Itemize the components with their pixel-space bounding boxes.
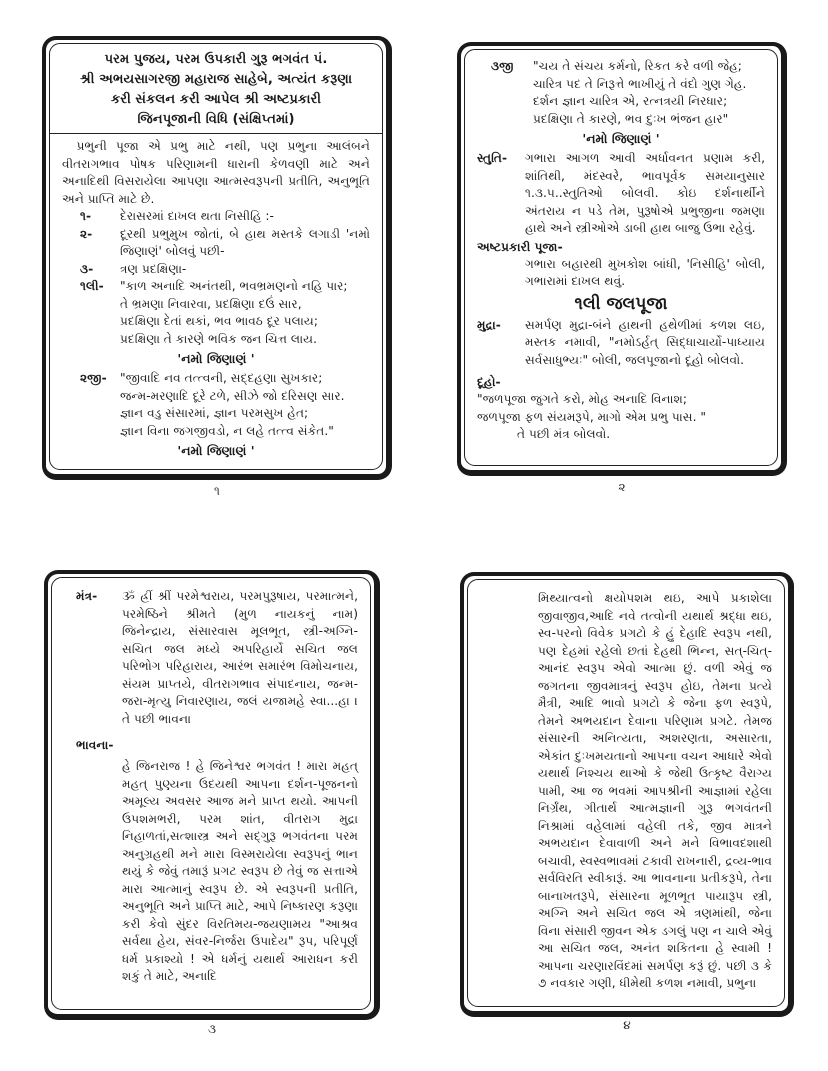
step-row [62, 226, 370, 261]
verse-line: "જીવાદિ નવ તત્ત્વની, સદ્દહણા સુખકાર; [120, 371, 323, 385]
mantra-block [64, 588, 358, 728]
verse-line: ચારિત્ર પદ તે નિરૂત્તે ભાખીયું તે વંદો ગુણ ગેહ. [533, 76, 747, 91]
verse-block [477, 58, 765, 128]
title-line: કરી સંકલન કરી આપેલ શ્રી અષ્ટપ્રકારી [110, 92, 322, 107]
mudra-label: મુદ્રા- [477, 317, 501, 332]
duho-line: જળપૂજા ફળ સંયમરૂપે, માગો એમ પ્રભુ પાસ. " [477, 409, 706, 424]
duho-after: તે પછી મંત્ર બોલવો. [517, 427, 611, 441]
verse-line: "કાળ અનાદિ અનંતથી, ભવભ્રમણનો નહિ પાર; [120, 279, 348, 293]
verse-label: ૩જી [491, 59, 514, 73]
verse-line: "ચય તે સંચય કર્મનો, રિકત કરે વળી જેહ; [533, 59, 742, 73]
page-content [464, 49, 778, 466]
verse-line: પ્રદક્ષિણા તે કારણે ભવિક જન ચિત્ત લાય. [120, 331, 317, 346]
bhavana-text: હે જિનરાજ ! હે જિનેશ્વર ભગવંત ! મારા મહત્ મહત્ પુણ્યના ઉદયથી આપના દર્શન-પૂજનનો અમૂલ્ય અવસર આજ મને પ્રાપ્ત થયો. આપની ઉપશમભરી, પરમ શાંત, વીતરાગ મુદ્રા નિહાળતાં,સત્શાસ્ત્ર અને સદ્ગુરૂ ભગવંતના પરમ અનુગ્રહથી મને મારા વિસ્મરાયેલા સ્વરૂપનું ભાન થયું કે જેવું તમારૂં પ્રગટ સ્વરૂપ છે તેવું જ સત્તાએ મારા આત્માનું સ્વરૂપ છે. એ સ્વરૂપની પ્રતીતિ, અનુભૂતિ અને પ્રાપ્તિ માટે, આપે નિષ્કારણ કરૂણા કરી કેવો સુંદર વિરતિમય-જયણામય "આશ્રવ સર્વથા હેય, સંવર-નિર્જરા ઉપાદેય" રૂપ, પરિપૂર્ણ ધર્મ પ્રકાશ્યો ! એ ધર્મનું યથાર્થ આરાધન કરી શકું તે માટે, અનાદિ [122, 759, 358, 983]
step-row [62, 261, 370, 279]
mantra-text: ૐ હ્રીં શ્રીં પરમેશ્વરાય, પરમપુરૂષાય, પરમાત્મને, પરમેષ્ઠિને શ્રીમતે (મુળ નાયકનું નામ) જિનેન્દ્રાય, સંસારવાસ મૂલભૂત, સ્ત્રી-અગ્નિ-સચિત જલ મધ્યે અપરિહાર્યે સચિત જલ પરિભોગ પરિહારાય, આરંભ સમારંભ વિમોચનાય, સંયમ પ્રાપ્તયે, વીતરાગભાવ સંપાદનાય, જન્મ-જરા-મૃત્યુ નિવારણાય, જલં યજામહે સ્વા...હા । તે પછી ભાવના [122, 589, 358, 726]
verse-block [62, 370, 370, 440]
booklet-page-1 [42, 36, 392, 480]
page-number: ૨ [618, 480, 626, 494]
booklet-page-2 [457, 42, 787, 476]
duho-line: "જળપૂજા જુગતે કરો, મોહ અનાદિ વિનાશ; [477, 392, 688, 406]
stuti-block [477, 150, 765, 238]
step-text: દેરાસરમાં દાખલ થતા નિસીહિ :- [120, 209, 274, 223]
mudra-text: સમર્પણ મુદ્રા-બંને હાથની હથેળીમાં કળશ લઇ, મસ્તક નમાવી, "નમોઽર્હત્ સિદ્ધાચાર્યો-પાધ્યાય સર્વસાધુભ્યઃ" બોલી, જલપૂજાનો દૂહો બોલવો. [525, 317, 765, 367]
duho-label: દૂહો- [477, 375, 501, 389]
verse-line: જ્ઞાન વિના જગજીવડો, ન લહે તત્ત્વ સંકેત." [120, 423, 334, 438]
verse-line: પ્રદક્ષિણા તે કારણે, ભવ દુઃખ ભંજન હાર" [533, 111, 729, 126]
page-content [51, 577, 371, 1010]
stuti-text: ગભારા આગળ આવી અર્ધાવનત પ્રણામ કરી, શાંતિથી, મંદસ્વરે, ભાવપૂર્વક સમયાનુસાર ૧.૩.૫..સ્તુતિઓ બોલવી. કોઇ દર્શનાર્થીને અંતરાય ન પડે તેમ, પુરૂષોએ પ્રભુજીના જમણા હાથે અને સ્ત્રીઓએ ડાબી હાથ બાજુ ઉભા રહેવું. [525, 151, 765, 235]
title-line: પરમ પુજય, પરમ ઉપકારી ગુરૂ ભગવંત પં. [104, 52, 328, 67]
refrain: 'નમો જિણાણં ' [582, 131, 660, 146]
verse-line: જ્ઞાન વડુ સંસારમાં, જ્ઞાન પરમસુખ હેત; [120, 406, 309, 420]
page-number: ૧ [214, 484, 220, 498]
step-row [62, 208, 370, 226]
step-text: ત્રણ પ્રદક્ષિણા- [120, 261, 187, 276]
mudra-block [477, 317, 765, 370]
page-content [467, 579, 785, 1007]
mantra-label: મંત્ર- [76, 589, 98, 603]
verse-line: પ્રદક્ષિણા દેતાં થકાં, ભવ ભાવઠ દૂર પલાય; [120, 314, 318, 328]
verse-block [62, 278, 370, 348]
step-label: ૨- [80, 226, 93, 241]
step-label: ૩- [80, 261, 94, 276]
verse-label: ૧લી- [80, 279, 104, 293]
bhavana-continued-text: મિથ્યાત્વનો ક્ષયોપશમ થઇ, આપે પ્રકાશેલા જીવાજીવ,આદિ નવે તત્વોની યથાર્થ શ્રદ્ધા થઇ, સ્વ-પરનો વિવેક પ્રગટો કે હું દેહાદિ સ્વરૂપ નથી, પણ દેહમાં રહેલો છતાં દેહથી ભિન્ન, સત્-ચિત્-આનંદ સ્વરૂપ એવો આત્મા છું. વળી એવું જ જગતના જીવમાત્રનું સ્વરૂપ હોઇ, તેમના પ્રત્યે મૈત્રી, આદિ ભાવો પ્રગટો કે જેના ફળ સ્વરૂપે, તેમને અભયદાન દેવાના પરિણામ પ્રગટે. તેમજ સંસારની અનિત્યતા, અશરણતા, અસારતા, એકાંત દુઃખમયતાનો આપના વચન આધારે એવો યથાર્થ નિશ્ચય થાઓ કે જેથી ઉત્કૃષ્ટ વૈરાગ્ય પામી, આ જ ભવમાં આપશ્રીની આજ્ઞામાં રહેલા નિર્ગ્રંથ, ગીતાર્થ આત્મજ્ઞાની ગુરૂ ભગવંતની નિશ્રામાં વહેલામાં વહેલી તકે, જીવ માત્રને અભયદાન દેવાવાળી અને મને વિભાવદશાથી બચાવી, સ્વસ્વભાવમાં ટકાવી રાખનારી, દ્રવ્ય-ભાવ સર્વવિરતિ સ્વીકારૂં. આ ભાવનાના પ્રતીકરૂપે, તેના બાનાખતરૂપે, સંસારના મૂળભૂત પાયારૂપ સ્ત્રી, અગ્નિ અને સચિત જલ એ ત્રણમાંથી, જેના વિના સંસારી જીવન એક ડગલું પણ ન ચાલે એવું આ સચિત જલ, અનંત શકિતના હે સ્વામી ! આપના ચરણારવિંદમાં સમર્પણ કરૂં છું. પછી ૩ કે ૭ નવકાર ગણી, ધીમેથી કળશ નમાવી, પ્રભુના [538, 591, 772, 990]
title-line: જિનપૂજાની વિધિ (સંક્ષિપ્તમાં) [137, 112, 295, 127]
refrain: 'નમો જિણાણં ' [177, 351, 255, 366]
title-line: શ્રી અભયસાગરજી મહારાજ સાહેબે, અત્યંત કરૂણા [79, 72, 353, 87]
verse-line: દર્શન જ્ઞાન ચારિત્ર એ, રત્નત્રયી નિરધાર; [533, 94, 728, 108]
page-content [49, 43, 383, 470]
booklet-page-3 [44, 570, 380, 1020]
bhavana-label: ભાવના- [76, 738, 114, 752]
ashtaprakari-text: ગભારા બહારથી મુખકોશ બાંધી, 'નિસીહિ' બોલી, ગભારામાં દાખલ થવું. [525, 256, 765, 288]
page-number: ૩ [208, 1022, 216, 1036]
verse-label: ૨જી- [80, 371, 107, 385]
page-title [50, 44, 382, 134]
verse-line: તે ભ્રમણા નિવારવા, પ્રદક્ષિણા દઉં સાર, [120, 296, 302, 311]
section-title: ૧લી જલપૂજા [574, 293, 668, 314]
stuti-label: સ્તુતિ- [477, 151, 508, 165]
booklet-page-4 [460, 572, 794, 1017]
step-label: ૧- [80, 209, 92, 223]
intro-paragraph: પ્રભુની પૂજા એ પ્રભુ માટે નથી, પણ પ્રભુના આલંબને વીતરાગભાવ પોષક પરિણામની ધારાની કેળવણી માટે અને અનાદિથી વિસરાયેલા આપણા આત્મસ્વરૂપની પ્રતીતિ, અનુભૂતિ અને પ્રાપ્તિ માટે છે. [62, 139, 370, 206]
refrain: 'નમો જિણાણં ' [177, 443, 255, 458]
verse-line: જન્મ-મરણાદિ દૂરે ટળે, સીઝે જો દરિસણ સાર. [120, 388, 345, 403]
ashtaprakari-label: અષ્ટપ્રકારી પૂજા- [477, 239, 563, 254]
page-number: ૪ [623, 1018, 631, 1032]
step-text: દૂરથી પ્રભુમુખ જોતાં, બે હાથ મસ્તકે લગાડી 'નમો જિણાણં' બોલવું પછી- [120, 226, 370, 258]
